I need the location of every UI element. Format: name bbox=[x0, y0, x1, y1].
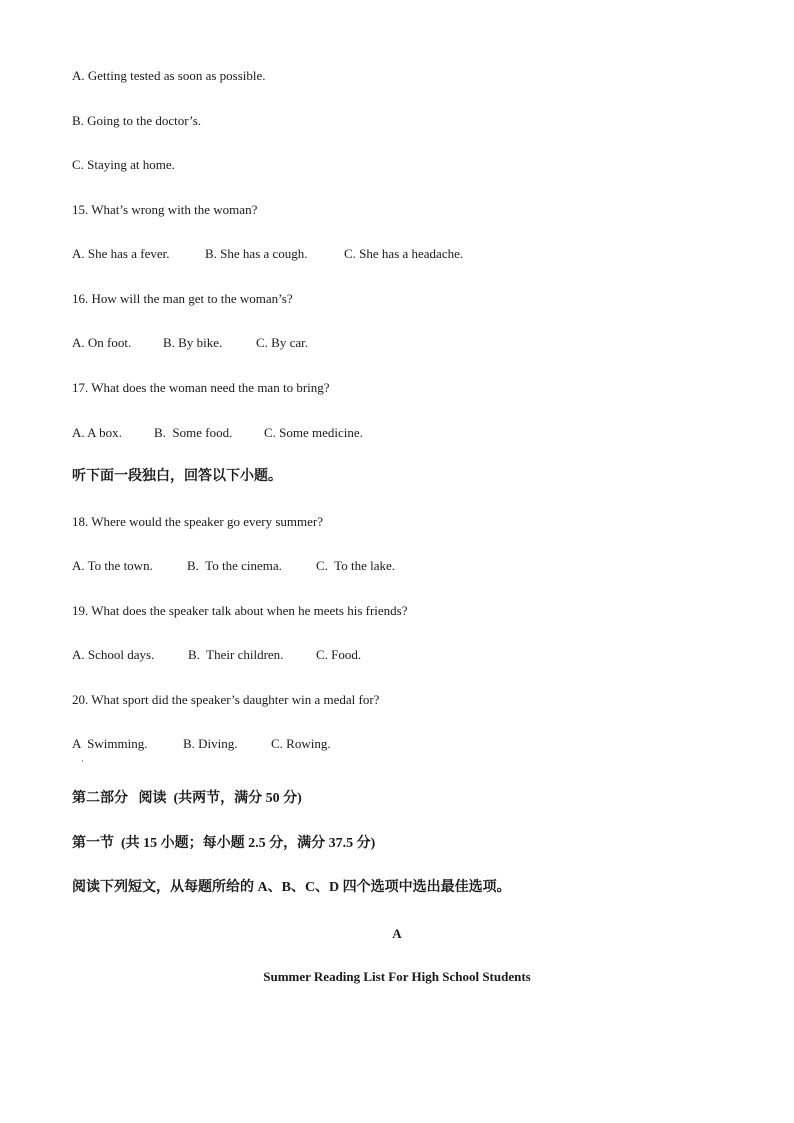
instruction-text: 阅读下列短文，从每题所给的 A、B、C、D 四个选项中选出最佳选项。 bbox=[72, 880, 511, 895]
q15-question: 15. What’s wrong with the woman? bbox=[72, 202, 258, 217]
q18-option-b: B. To the cinema. bbox=[187, 558, 282, 573]
q14-option-b: B. Going to the doctor’s. bbox=[72, 113, 202, 128]
q19-option-c: C. Food. bbox=[316, 647, 362, 662]
q20-options bbox=[72, 736, 331, 752]
passage-title: Summer Reading List For High School Students bbox=[263, 969, 531, 984]
q18-option-a: A. To the town. bbox=[72, 558, 153, 573]
q17-option-b: B. Some food. bbox=[154, 425, 233, 440]
q18-question: 18. Where would the speaker go every summer? bbox=[72, 514, 324, 529]
q16-option-a: A. On foot. bbox=[72, 335, 132, 350]
q20-option-b: B. Diving. bbox=[183, 736, 238, 751]
q15-option-c: C. She has a headache. bbox=[344, 246, 464, 261]
q14-option-a: A. Getting tested as soon as possible. bbox=[72, 68, 266, 83]
stray-mark: · bbox=[81, 756, 84, 766]
passage-letter: A bbox=[392, 926, 402, 941]
q15-options bbox=[72, 246, 463, 262]
q19-option-b: B. Their children. bbox=[188, 647, 284, 662]
q16-question: 16. How will the man get to the woman’s? bbox=[72, 291, 293, 306]
q20-question: 20. What sport did the speaker’s daughter win a medal for? bbox=[72, 692, 380, 707]
q17-option-c: C. Some medicine. bbox=[264, 425, 363, 440]
q16-options bbox=[72, 335, 308, 351]
q17-option-a: A. A box. bbox=[72, 425, 122, 440]
q14-option-c: C. Staying at home. bbox=[72, 157, 175, 172]
q19-option-a: A. School days. bbox=[72, 647, 155, 662]
q15-option-a: A. She has a fever. bbox=[72, 246, 170, 261]
q20-option-a: A Swimming. bbox=[72, 736, 148, 751]
q16-option-b: B. By bike. bbox=[163, 335, 223, 350]
q16-option-c: C. By car. bbox=[256, 335, 308, 350]
q17-options bbox=[72, 425, 363, 441]
q17-question: 17. What does the woman need the man to bring? bbox=[72, 380, 330, 395]
part2-heading: 第二部分 阅读 (共两节，满分 50 分) bbox=[72, 791, 302, 806]
q19-options bbox=[72, 647, 361, 663]
q18-options bbox=[72, 558, 395, 574]
q19-question: 19. What does the speaker talk about when he meets his friends? bbox=[72, 603, 408, 618]
section1-heading: 第一节 (共 15 小题；每小题 2.5 分，满分 37.5 分) bbox=[72, 836, 376, 851]
q15-option-b: B. She has a cough. bbox=[205, 246, 308, 261]
monologue-heading: 听下面一段独白，回答以下小题。 bbox=[72, 469, 282, 484]
q18-option-c: C. To the lake. bbox=[316, 558, 396, 573]
q20-option-c: C. Rowing. bbox=[271, 736, 331, 751]
